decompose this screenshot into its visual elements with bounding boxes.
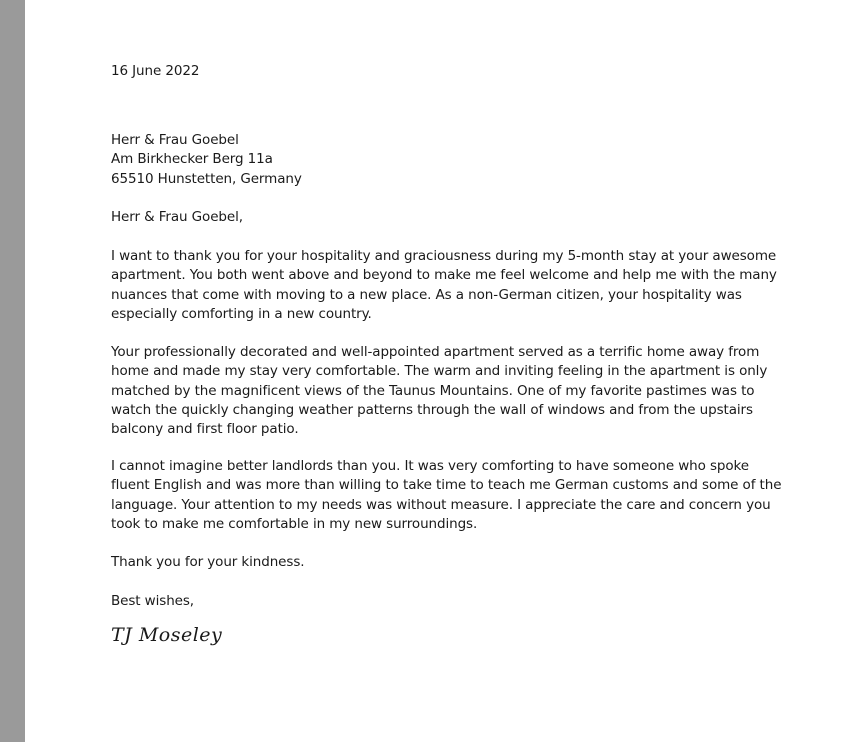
letter-date: 16 June 2022	[111, 63, 200, 79]
body-paragraph-2: Your professionally decorated and well-appointed apartment served as a terrific home away from home and made my stay very comfortable. The warm and inviting feeling in the apartment is only matched by the magnificent views of the Taunus Mountains. One of my favorite pastimes was to watch the quickly changing weather patterns through the wall of windows and from the upstairs balcony and first floor patio.	[111, 344, 768, 438]
thanks-line: Thank you for your kindness.	[111, 554, 305, 570]
body-paragraph-1: I want to thank you for your hospitality and graciousness during my 5-month stay at your awesome apartment. You both went above and beyond to make me feel welcome and help me with the many nuances that come with moving to a new place. As a non-German citizen, your hospitality was especially comforting in a new country.	[111, 248, 777, 322]
signature: TJ Moseley	[111, 624, 223, 646]
recipient-name: Herr & Frau Goebel	[111, 132, 239, 148]
recipient-address	[111, 131, 791, 189]
closing-line: Best wishes,	[111, 593, 194, 609]
letter-page	[25, 0, 856, 742]
recipient-street: Am Birkhecker Berg 11a	[111, 151, 273, 168]
salutation: Herr & Frau Goebel,	[111, 209, 243, 225]
left-gutter	[0, 0, 25, 742]
recipient-city: 65510 Hunstetten, Germany	[111, 170, 302, 187]
body-paragraph-3: I cannot imagine better landlords than you. It was very comforting to have someone who spoke fluent English and was more than willing to take time to teach me German customs and some of the language. Your attention to my needs was without measure. I appreciate the care and concern you took to make me comfortable in my new surroundings.	[111, 458, 782, 532]
